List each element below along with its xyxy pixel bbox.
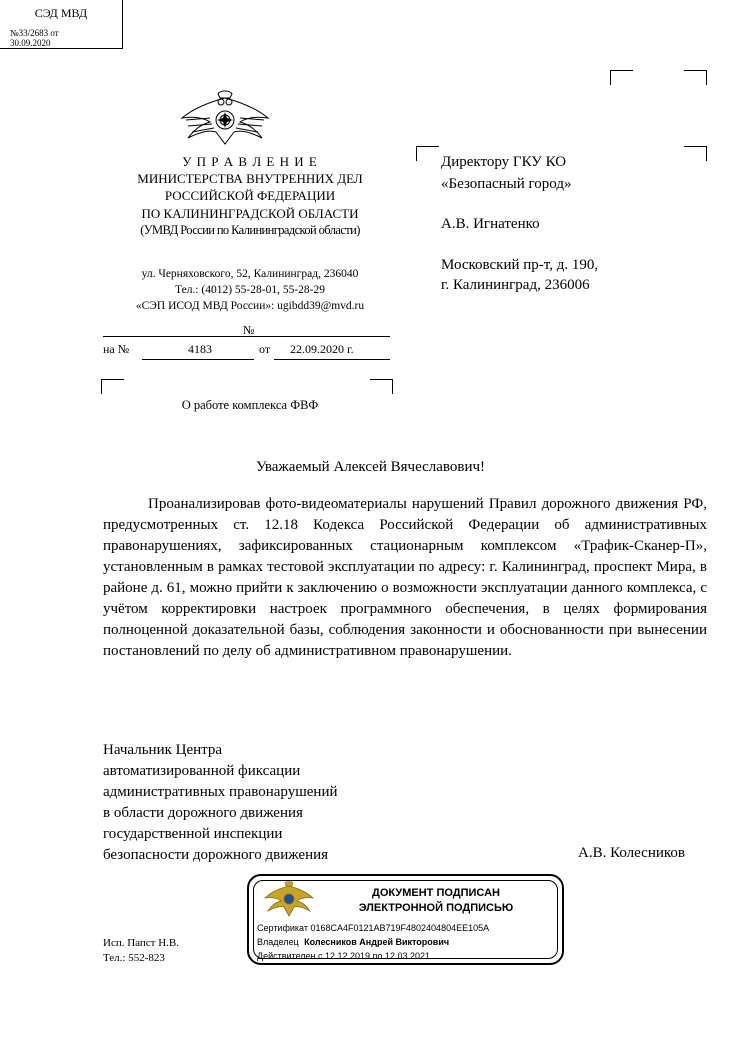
- signer-position-line: в области дорожного движения: [103, 805, 303, 821]
- corner-mark: [101, 379, 124, 394]
- signer-position-line: безопасности дорожного движения: [103, 847, 329, 863]
- executor-name: Исп. Папст Н.В.: [103, 937, 180, 949]
- mvd-emblem-icon: [180, 88, 270, 150]
- ministry-line: ПО КАЛИНИНГРАДСКОЙ ОБЛАСТИ: [141, 206, 359, 221]
- esignature-title1: ДОКУМЕНТ ПОДПИСАН: [372, 887, 500, 899]
- greeting: Уважаемый Алексей Вячеславович!: [255, 459, 486, 475]
- reg-no-label: №: [243, 323, 255, 337]
- letter-body: Проанализировав фото-видеоматериалы нарушений Правил дорожного движения РФ, предусмотренных ст. 12.18 Кодекса Российской Федерации об административных правонарушениях, зафиксированных стационарным комплексом «Трафик-Сканер-П», установленным в рамках тестовой эксплуатации по адресу: г. Калининград, проспект Мира, в районе д. 61, можно прийти к заключению о возможности эксплуатации данного комплекса, с учётом корректировки настроек программного обеспечения, в целях формирования полноценной доказательной базы, соблюдения законности и обоснованности при вынесении постановлений по делу об административном правонарушении.: [103, 496, 707, 659]
- reg-line-number: [142, 359, 254, 360]
- signer-position-line: автоматизированной фиксации: [103, 763, 301, 779]
- ministry-line: У П Р А В Л Е Н И Е: [182, 154, 318, 169]
- signer-position-line: административных правонарушений: [103, 784, 338, 800]
- signer-position: [103, 740, 338, 866]
- signer-position-line: государственной инспекции: [103, 826, 283, 842]
- sed-stamp-title: СЭД МВД: [34, 6, 88, 20]
- esignature-owner-label: Владелец: [257, 937, 299, 947]
- addressee-line1: Директору ГКУ КО: [441, 154, 567, 170]
- reg-on-label: на №: [103, 342, 130, 356]
- corner-mark: [684, 146, 707, 161]
- signer-name: А.В. Колесников: [578, 845, 685, 861]
- corner-mark: [610, 70, 633, 85]
- ministry-email: «СЭП ИСОД МВД России»: ugibdd39@mvd.ru: [135, 300, 365, 312]
- esignature-owner: [257, 937, 449, 947]
- mvd-emblem-icon: [263, 880, 315, 920]
- addressee-address1: Московский пр-т, д. 190,: [441, 257, 599, 273]
- ministry-abbrev: (УМВД России по Калининградской области): [140, 223, 360, 237]
- corner-mark: [370, 379, 393, 394]
- sed-stamp-date: 30.09.2020: [10, 38, 51, 48]
- addressee-line2: «Безопасный город»: [441, 176, 572, 192]
- ministry-address: ул. Черняховского, 52, Калининград, 236040: [141, 268, 359, 280]
- corner-mark: [416, 146, 439, 161]
- esignature-certificate: Сертификат 0168CA4F0121AB719F4802404804EE105A: [257, 923, 490, 933]
- executor-phone: Тел.: 552-823: [103, 952, 165, 964]
- reg-from-date: 22.09.2020 г.: [290, 342, 354, 356]
- reg-line-date: [274, 359, 390, 360]
- corner-mark: [684, 70, 707, 85]
- esignature-validity: Действителен с 12.12.2019 по 12.03.2021: [257, 951, 430, 961]
- addressee-name: А.В. Игнатенко: [441, 216, 540, 232]
- addressee-address2: г. Калининград, 236006: [441, 277, 590, 293]
- sed-stamp-number: №33/2683 от: [10, 28, 59, 38]
- signer-position-line: Начальник Центра: [103, 742, 223, 758]
- reg-from-label: от: [259, 342, 271, 356]
- ministry-line: МИНИСТЕРСТВА ВНУТРЕННИХ ДЕЛ: [137, 171, 363, 186]
- ministry-line: РОССИЙСКОЙ ФЕДЕРАЦИИ: [164, 188, 336, 203]
- esignature-owner-name: Колесников Андрей Викторович: [304, 937, 450, 947]
- esignature-title2: ЭЛЕКТРОННОЙ ПОДПИСЬЮ: [358, 902, 514, 914]
- reg-on-number: 4183: [188, 342, 212, 356]
- letter-subject: О работе комплекса ФВФ: [181, 398, 319, 412]
- ministry-phone: Тел.: (4012) 55-28-01, 55-28-29: [175, 284, 325, 296]
- esignature-stamp: [247, 874, 564, 965]
